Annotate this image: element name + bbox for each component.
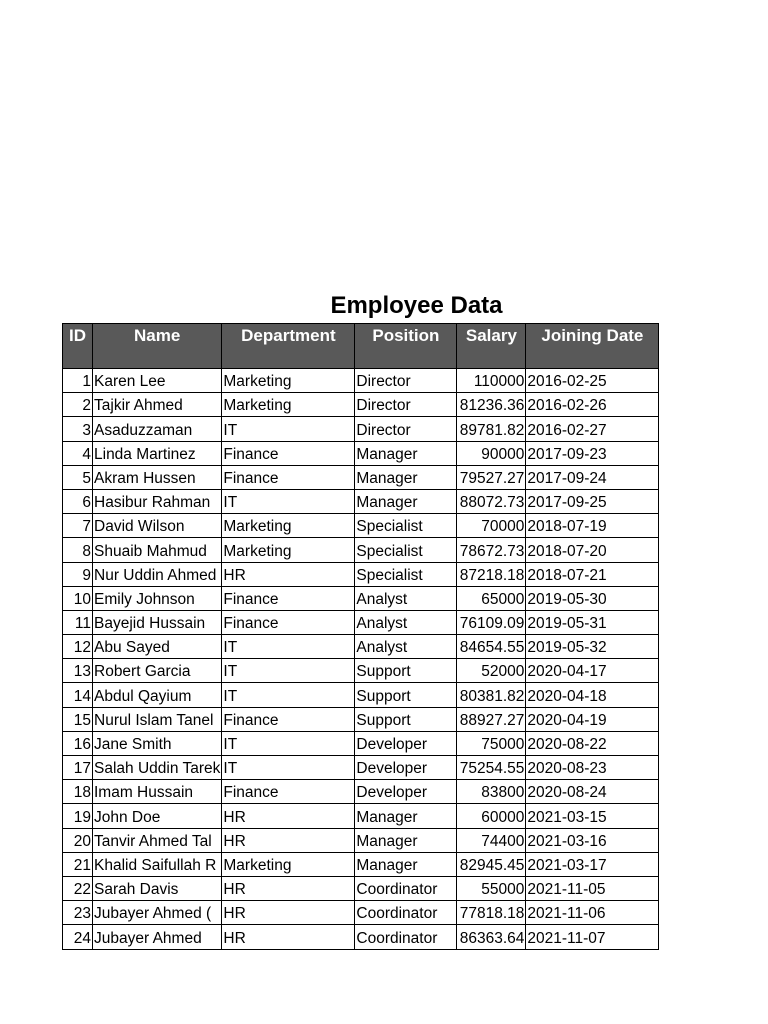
table-row [63, 707, 659, 731]
cell-department: IT [222, 731, 355, 755]
cell-department: Finance [222, 780, 355, 804]
cell-salary: 81236.36 [457, 393, 526, 417]
cell-id: 4 [63, 441, 93, 465]
employee-table [62, 323, 659, 950]
cell-department: HR [222, 828, 355, 852]
cell-name: Shuaib Mahmud [93, 538, 222, 562]
cell-position: Director [355, 417, 457, 441]
cell-position: Developer [355, 731, 457, 755]
cell-id: 20 [63, 828, 93, 852]
table-row [63, 465, 659, 489]
table-row [63, 876, 659, 900]
cell-position: Analyst [355, 586, 457, 610]
cell-department: Marketing [222, 514, 355, 538]
table-row [63, 731, 659, 755]
cell-joining-date: 2017-09-24 [526, 465, 659, 489]
cell-salary: 78672.73 [457, 538, 526, 562]
cell-joining-date: 2016-02-27 [526, 417, 659, 441]
sheet-title: Employee Data [330, 292, 503, 319]
cell-salary: 75254.55 [457, 756, 526, 780]
cell-name: Sarah Davis [93, 876, 222, 900]
table-row [63, 828, 659, 852]
cell-salary: 82945.45 [457, 852, 526, 876]
cell-position: Support [355, 659, 457, 683]
cell-joining-date: 2021-03-15 [526, 804, 659, 828]
cell-department: HR [222, 562, 355, 586]
cell-salary: 83800 [457, 780, 526, 804]
column-header-joining-date: Joining Date [526, 324, 659, 369]
table-row [63, 659, 659, 683]
cell-joining-date: 2020-04-17 [526, 659, 659, 683]
cell-department: HR [222, 901, 355, 925]
cell-department: IT [222, 635, 355, 659]
cell-salary: 55000 [457, 876, 526, 900]
cell-position: Manager [355, 804, 457, 828]
cell-salary: 52000 [457, 659, 526, 683]
cell-position: Support [355, 683, 457, 707]
cell-joining-date: 2020-08-23 [526, 756, 659, 780]
cell-name: Akram Hussen [93, 465, 222, 489]
cell-department: Finance [222, 441, 355, 465]
table-body [63, 369, 659, 950]
cell-salary: 76109.09 [457, 610, 526, 634]
cell-position: Manager [355, 441, 457, 465]
table-row [63, 804, 659, 828]
cell-name: Asaduzzaman [93, 417, 222, 441]
cell-position: Coordinator [355, 901, 457, 925]
cell-name: Nurul Islam Tanel [93, 707, 222, 731]
cell-name: Emily Johnson [93, 586, 222, 610]
cell-id: 21 [63, 852, 93, 876]
cell-salary: 84654.55 [457, 635, 526, 659]
cell-name: Robert Garcia [93, 659, 222, 683]
table-row [63, 925, 659, 949]
cell-joining-date: 2021-03-16 [526, 828, 659, 852]
table-row [63, 514, 659, 538]
cell-salary: 77818.18 [457, 901, 526, 925]
column-header-id: ID [63, 324, 93, 369]
cell-id: 7 [63, 514, 93, 538]
column-header-name: Name [93, 324, 222, 369]
cell-department: HR [222, 876, 355, 900]
cell-id: 16 [63, 731, 93, 755]
cell-salary: 70000 [457, 514, 526, 538]
cell-department: IT [222, 756, 355, 780]
cell-joining-date: 2017-09-25 [526, 489, 659, 513]
cell-id: 12 [63, 635, 93, 659]
cell-joining-date: 2021-11-07 [526, 925, 659, 949]
cell-position: Analyst [355, 610, 457, 634]
cell-department: IT [222, 659, 355, 683]
cell-position: Director [355, 369, 457, 393]
cell-position: Manager [355, 852, 457, 876]
cell-department: Finance [222, 610, 355, 634]
cell-name: Salah Uddin Tarek [93, 756, 222, 780]
cell-joining-date: 2019-05-31 [526, 610, 659, 634]
cell-position: Support [355, 707, 457, 731]
cell-id: 19 [63, 804, 93, 828]
cell-salary: 75000 [457, 731, 526, 755]
cell-name: Tajkir Ahmed [93, 393, 222, 417]
cell-joining-date: 2019-05-32 [526, 635, 659, 659]
cell-salary: 110000 [457, 369, 526, 393]
cell-name: David Wilson [93, 514, 222, 538]
cell-id: 6 [63, 489, 93, 513]
cell-joining-date: 2020-04-19 [526, 707, 659, 731]
header-row [63, 324, 659, 369]
cell-department: HR [222, 925, 355, 949]
table-row [63, 852, 659, 876]
cell-name: John Doe [93, 804, 222, 828]
cell-joining-date: 2020-08-22 [526, 731, 659, 755]
cell-id: 15 [63, 707, 93, 731]
cell-id: 5 [63, 465, 93, 489]
table-row [63, 538, 659, 562]
cell-name: Imam Hussain [93, 780, 222, 804]
column-header-department: Department [222, 324, 355, 369]
cell-position: Developer [355, 780, 457, 804]
cell-salary: 86363.64 [457, 925, 526, 949]
cell-salary: 74400 [457, 828, 526, 852]
table-row [63, 441, 659, 465]
cell-joining-date: 2017-09-23 [526, 441, 659, 465]
cell-position: Manager [355, 828, 457, 852]
cell-department: Marketing [222, 369, 355, 393]
cell-department: IT [222, 683, 355, 707]
cell-id: 2 [63, 393, 93, 417]
cell-id: 13 [63, 659, 93, 683]
table-row [63, 780, 659, 804]
cell-salary: 79527.27 [457, 465, 526, 489]
cell-department: Finance [222, 586, 355, 610]
cell-position: Coordinator [355, 876, 457, 900]
cell-id: 22 [63, 876, 93, 900]
table-row [63, 562, 659, 586]
cell-id: 14 [63, 683, 93, 707]
cell-id: 24 [63, 925, 93, 949]
cell-joining-date: 2021-11-05 [526, 876, 659, 900]
column-header-salary: Salary [457, 324, 526, 369]
cell-joining-date: 2018-07-20 [526, 538, 659, 562]
cell-name: Nur Uddin Ahmed [93, 562, 222, 586]
cell-salary: 89781.82 [457, 417, 526, 441]
cell-joining-date: 2020-08-24 [526, 780, 659, 804]
cell-salary: 65000 [457, 586, 526, 610]
cell-position: Director [355, 393, 457, 417]
table-row [63, 369, 659, 393]
cell-joining-date: 2021-11-06 [526, 901, 659, 925]
cell-position: Manager [355, 465, 457, 489]
cell-position: Coordinator [355, 925, 457, 949]
cell-department: HR [222, 804, 355, 828]
table-row [63, 417, 659, 441]
cell-department: Finance [222, 707, 355, 731]
cell-id: 1 [63, 369, 93, 393]
cell-department: IT [222, 489, 355, 513]
cell-name: Karen Lee [93, 369, 222, 393]
cell-id: 9 [63, 562, 93, 586]
cell-name: Bayejid Hussain [93, 610, 222, 634]
cell-department: Finance [222, 465, 355, 489]
cell-position: Developer [355, 756, 457, 780]
cell-id: 18 [63, 780, 93, 804]
cell-salary: 90000 [457, 441, 526, 465]
cell-position: Specialist [355, 562, 457, 586]
cell-name: Jubayer Ahmed ( [93, 901, 222, 925]
cell-position: Specialist [355, 514, 457, 538]
table-row [63, 610, 659, 634]
cell-joining-date: 2016-02-26 [526, 393, 659, 417]
table-row [63, 586, 659, 610]
cell-name: Linda Martinez [93, 441, 222, 465]
cell-department: Marketing [222, 393, 355, 417]
column-header-position: Position [355, 324, 457, 369]
cell-id: 3 [63, 417, 93, 441]
table-row [63, 901, 659, 925]
cell-id: 8 [63, 538, 93, 562]
cell-joining-date: 2021-03-17 [526, 852, 659, 876]
cell-id: 17 [63, 756, 93, 780]
table-row [63, 489, 659, 513]
cell-position: Analyst [355, 635, 457, 659]
cell-position: Manager [355, 489, 457, 513]
cell-name: Jane Smith [93, 731, 222, 755]
cell-position: Specialist [355, 538, 457, 562]
cell-joining-date: 2020-04-18 [526, 683, 659, 707]
cell-department: Marketing [222, 538, 355, 562]
cell-salary: 60000 [457, 804, 526, 828]
cell-joining-date: 2018-07-19 [526, 514, 659, 538]
cell-name: Tanvir Ahmed Tal [93, 828, 222, 852]
table-row [63, 756, 659, 780]
cell-department: Marketing [222, 852, 355, 876]
table-row [63, 683, 659, 707]
cell-id: 23 [63, 901, 93, 925]
cell-id: 11 [63, 610, 93, 634]
cell-department: IT [222, 417, 355, 441]
cell-joining-date: 2018-07-21 [526, 562, 659, 586]
cell-salary: 88927.27 [457, 707, 526, 731]
cell-name: Jubayer Ahmed [93, 925, 222, 949]
cell-name: Abdul Qayium [93, 683, 222, 707]
cell-name: Abu Sayed [93, 635, 222, 659]
cell-id: 10 [63, 586, 93, 610]
cell-joining-date: 2016-02-25 [526, 369, 659, 393]
cell-salary: 88072.73 [457, 489, 526, 513]
cell-salary: 87218.18 [457, 562, 526, 586]
table-row [63, 635, 659, 659]
cell-joining-date: 2019-05-30 [526, 586, 659, 610]
cell-name: Hasibur Rahman [93, 489, 222, 513]
cell-name: Khalid Saifullah R [93, 852, 222, 876]
cell-salary: 80381.82 [457, 683, 526, 707]
table-row [63, 393, 659, 417]
